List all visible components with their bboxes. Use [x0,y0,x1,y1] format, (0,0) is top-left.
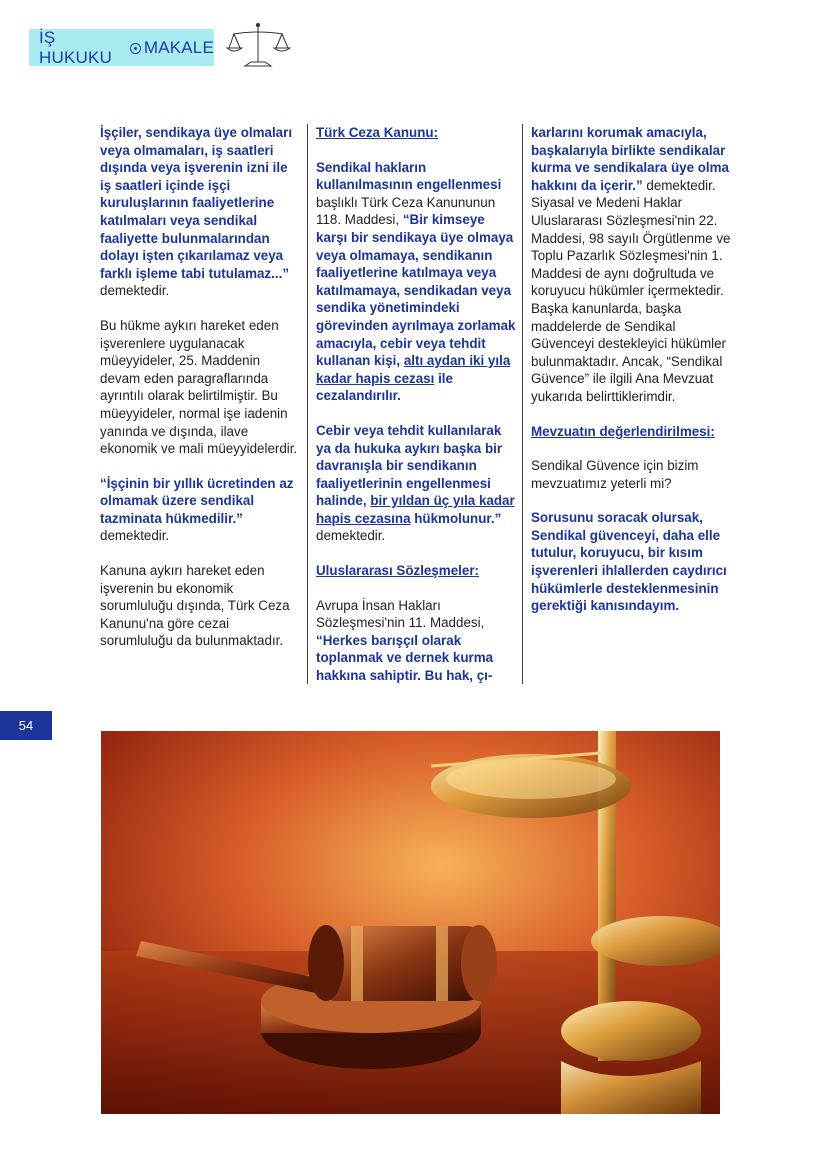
section-heading: Uluslararası Sözleşmeler: [316,563,480,579]
emphasis-text: hükmolunur.” [410,510,502,526]
paragraph [316,422,516,545]
emphasis-text: “İşçinin bir yıllık ücretinden az olmamak üzere sendikal tazminata hükmedilir.” [100,475,294,526]
paragraph: Siyasal ve Medeni Haklar Uluslararası Sözleşmesi'nin 22. Maddesi, 98 sayılı Örgütlenme ve Toplu Pazarlık Sözleşmesi'nin 1. Maddesi de aynı doğrultuda ve koruyucu hükümler içermektedir. [531,195,731,299]
paragraph: Başka kanunlarda, başka maddelerde de Sendikal Güvenceyi destekleyici hükümler bulunmaktadır. Ancak, “Sendikal Güvence” ile ilgili Ana Mevzuat yukarıda belirttiklerimdir. [531,300,726,404]
paragraph [316,597,516,685]
section-heading: Türk Ceza Kanunu: [316,125,439,140]
emphasis-text: İşçiler, sendikaya üye olmaları veya olmamaları, iş saatleri dışında veya işverenin izni ile iş saatleri içinde işçi kuruluşlarının faaliyetlerine katılmaları veya sendikal faaliyette bulunmalarından dolayı işten çıkarılamaz veya farklı işleme tabi tutulamaz...” [100,125,293,281]
paragraph: Sendikal Güvence için bizim mevzuatımız yeterli mi? [531,458,699,491]
column-divider [522,124,523,684]
emphasis-text: “Herkes barışçıl olarak toplanmak ve dernek kurma hakkına sahiptir. Bu hak, çı- [316,632,494,684]
page-number: 54 [0,711,52,740]
plain-text: demektedir. [316,528,386,544]
plain-text: demektedir. [100,283,170,299]
underlined-text: altı aydan iki yıla kadar hapis cezası [316,353,511,386]
paragraph: Sorusunu soracak olursak, Sendikal güvenceyi, daha elle tutulur, koruyucu, bir kısım işverenleri ihlallerden caydırıcı hükümlerle desteklenmesinin gerektiği kanısındayım. [531,510,727,614]
underlined-text: bir yıldan üç yıla kadar hapis cezasına [316,493,515,526]
emphasis-text: Sendikal hakların kullanılmasının engellenmesi [316,159,502,193]
section-heading: Mevzuatın değerlendirilmesi: [531,423,715,439]
column-divider [307,124,308,684]
paragraph [100,124,302,300]
emphasis-text: ile cezalandırılır. [316,370,453,404]
paragraph: Bu hükme aykırı hareket eden işverenlere uygulanacak müeyyideler, 25. Maddenin devam eden paragraflarında ayrıntılı olarak belirtilmiştir. Bu müeyyideler, normal işe iadenin yanında ve dışında, ilave ekonomik ve mali müeyyidelerdir. [100,317,298,457]
text-column-2 [316,124,516,702]
emphasis-text: karlarını korumak amacıyla, başkalarıyla birlikte sendikalar kurma ve sendikalara üye olma hakkını da içerir.” [531,125,729,193]
section-tag-right: MAKALE [143,37,214,57]
paragraph [531,124,731,194]
paragraph [316,159,516,405]
plain-text: demektedir. [642,177,716,193]
text-column-3 [531,124,731,632]
plain-text: başlıklı Türk Ceza Kanununun 118. Maddesi, [316,194,496,228]
justice-scales-icon [225,22,291,68]
plain-text: demektedir. [100,528,170,544]
paragraph: Kanuna aykırı hareket eden işverenin bu ekonomik sorumluluğu dışında, Türk Ceza Kanunu'na göre cezai sorumluluğu da bulunmaktadır. [100,563,290,649]
paragraph [100,475,302,545]
bullet-dot-icon [130,43,140,54]
text-column-1 [100,124,302,667]
plain-text: Avrupa İnsan Hakları Sözleşmesi'nin 11. Maddesi, [316,597,485,631]
emphasis-text: Cebir veya tehdit kullanılarak ya da hukuka aykırı başka bir davranışla bir sendikanın faaliyetlerinin engellenmesi halinde, [316,422,503,509]
section-tag [29,29,214,66]
emphasis-text: “Bir kimseye karşı bir sendikaya üye olmaya veya olmamaya, sendikanın faaliyetlerine katılmaya veya katılmamaya, sendikadan veya sendika yönetimindeki görevinden ayrılmaya zorlamak amacıyla, cebir veya tehdit kullanan kişi, [316,212,516,369]
gavel-and-scales-photo [101,731,720,1114]
section-tag-left: İŞ HUKUKU [39,27,112,67]
